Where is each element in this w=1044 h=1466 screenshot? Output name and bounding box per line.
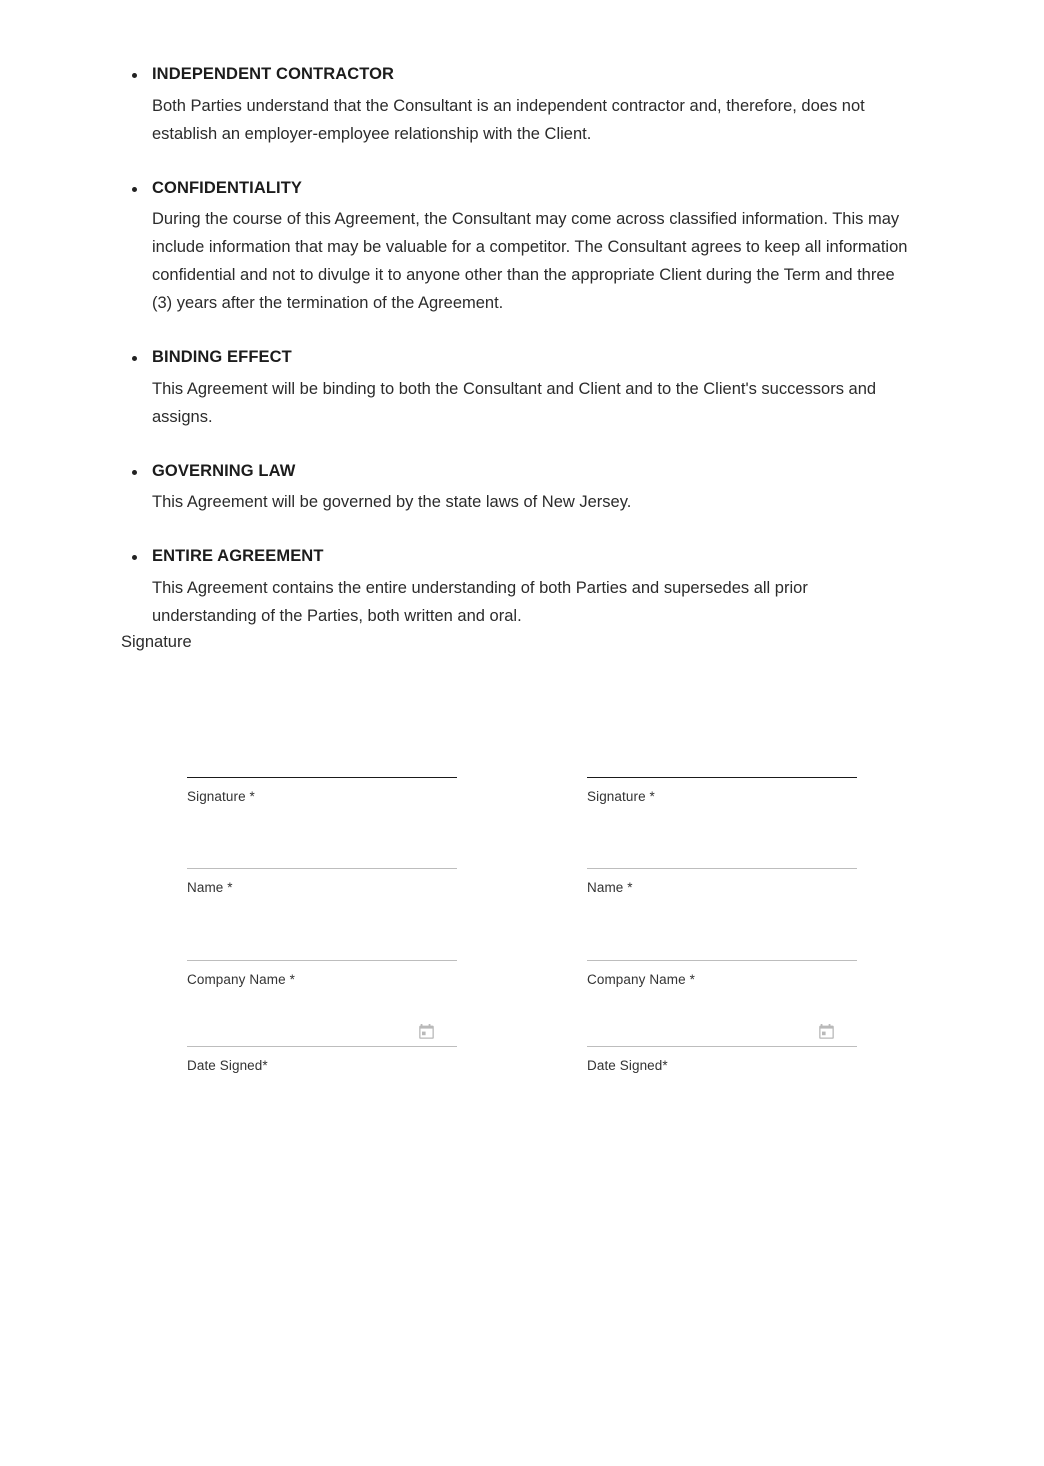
company-name-field-right[interactable] [587,960,857,1046]
field-label: Date Signed* [587,1058,668,1073]
field-label: Signature * [187,789,255,804]
field-label: Company Name * [187,972,295,987]
field-label: Name * [587,880,633,895]
bullet-icon [132,555,137,560]
field-rule [587,868,857,869]
bullet-icon [132,187,137,192]
field-label: Company Name * [587,972,695,987]
calendar-icon[interactable] [418,1023,435,1040]
clause-item [121,62,921,148]
name-field-left[interactable] [187,868,457,960]
field-rule [587,777,857,778]
date-signed-field-right[interactable] [587,1046,857,1075]
clause-body: During the course of this Agreement, the Consultant may come across classified information. This may include information that may be valuable for a competitor. The Consultant agrees to keep all information confidential and not to divulge it to anyone other than the appropriate Client during the Term and three (3) years after the termination of the Agreement. [152,210,908,313]
field-rule [187,1046,457,1047]
clause-body: This Agreement will be governed by the state laws of New Jersey. [152,493,632,512]
field-label: Date Signed* [187,1058,268,1073]
field-label: Signature * [587,789,655,804]
clause-item [121,176,921,318]
signature-section-label: Signature [121,633,192,651]
date-signed-field-left[interactable] [187,1046,457,1075]
calendar-icon[interactable] [818,1023,835,1040]
field-rule [587,1046,857,1047]
clause-list [121,62,921,630]
clause-heading: CONFIDENTIALITY [152,178,302,197]
signature-field-right[interactable] [587,777,857,868]
clause-body: This Agreement will be binding to both the Consultant and Client and to the Client's successors and assigns. [152,379,877,426]
field-label: Name * [187,880,233,895]
bullet-icon [132,356,137,361]
field-rule [587,960,857,961]
company-name-field-left[interactable] [187,960,457,1046]
signature-field-left[interactable] [187,777,457,868]
clause-heading: GOVERNING LAW [152,461,296,480]
bullet-icon [132,470,137,475]
clause-body: Both Parties understand that the Consultant is an independent contractor and, therefore, does not establish an employer-employee relationship with the Client. [152,96,865,143]
clause-item [121,544,921,630]
clause-heading: BINDING EFFECT [152,348,292,367]
field-rule [187,868,457,869]
clause-item [121,345,921,431]
clause-item [121,459,921,517]
clause-body: This Agreement contains the entire understanding of both Parties and supersedes all prior understanding of the Parties, both written and oral. [152,578,808,625]
field-rule [187,960,457,961]
field-rule [187,777,457,778]
clause-heading: INDEPENDENT CONTRACTOR [152,65,395,83]
signature-column-right [587,777,857,1075]
bullet-icon [132,73,137,78]
signature-column-left [187,777,457,1075]
clause-heading: ENTIRE AGREEMENT [152,547,324,566]
name-field-right[interactable] [587,868,857,960]
signature-form [187,777,857,1075]
